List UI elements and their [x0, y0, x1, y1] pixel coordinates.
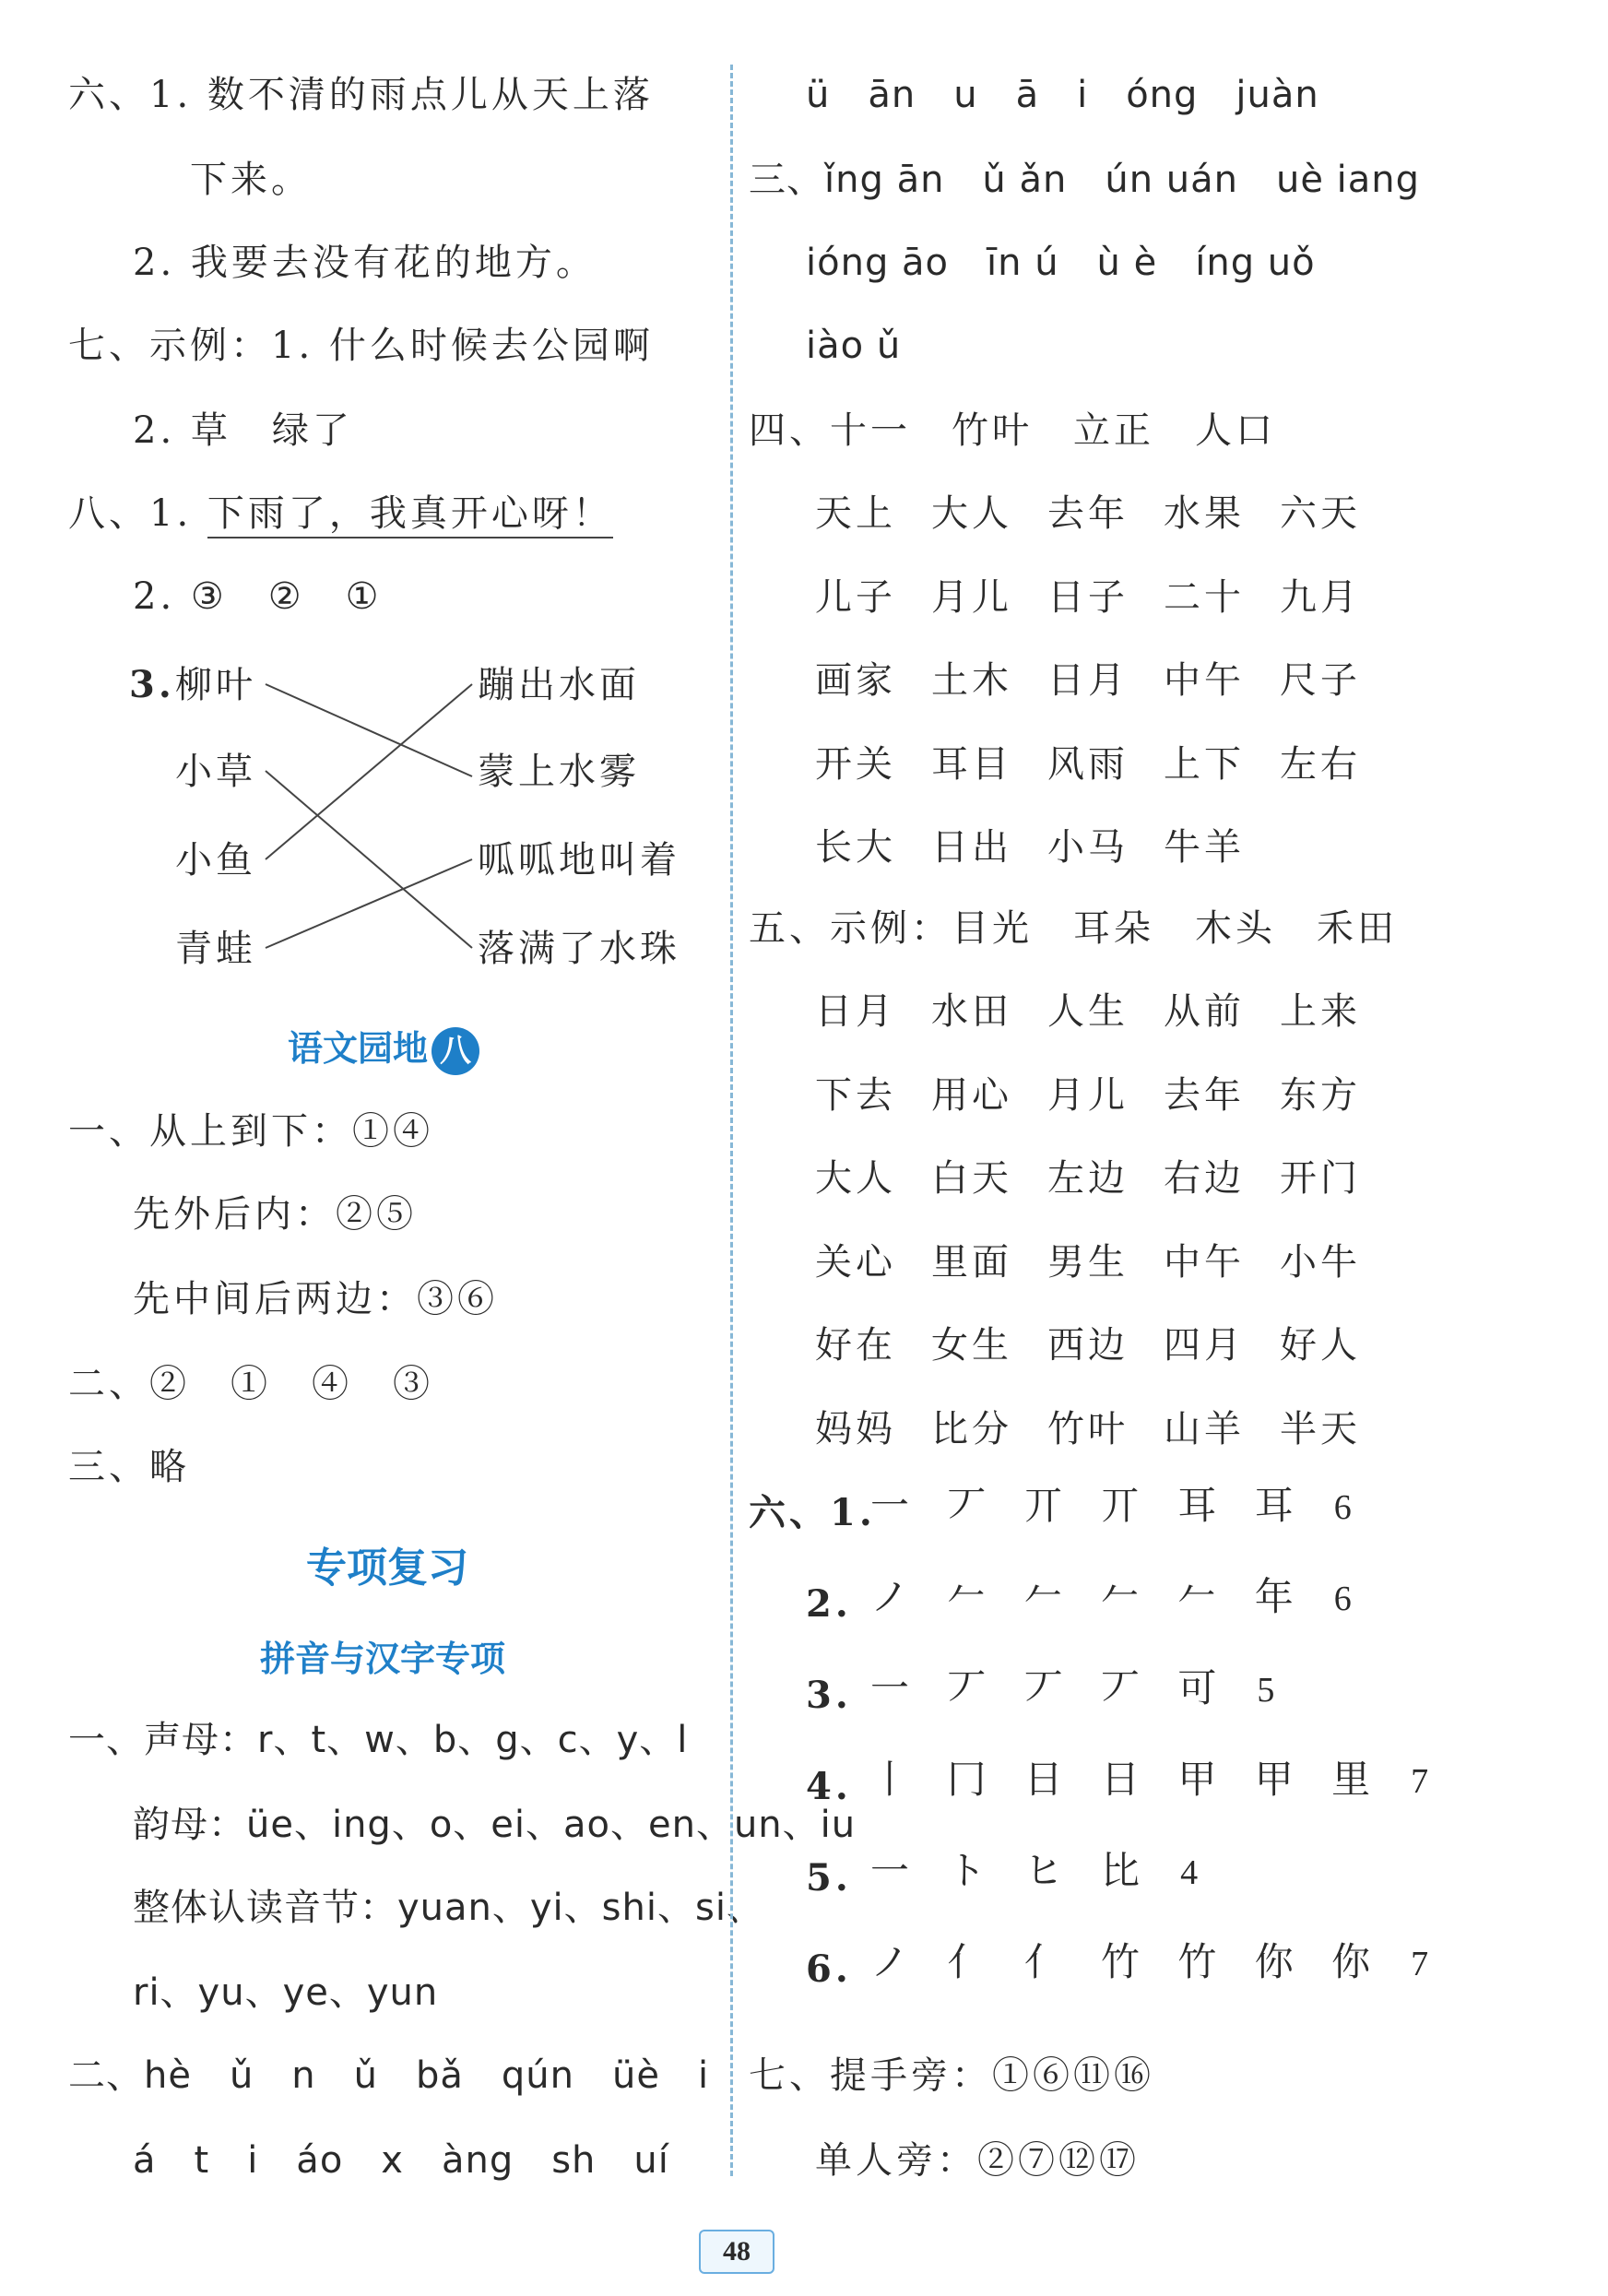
word-cell: 水田 — [931, 990, 1012, 1033]
stroke-sequence: 一 丆 丌 丌 耳 耳 6 — [870, 1483, 1365, 1528]
word-cell: 关心 — [815, 1240, 896, 1284]
pinyin-1c-text: 整体认读音节：yuan、yi、shi、si、 — [133, 1887, 764, 1929]
match-left-4: 青蛙 — [175, 928, 256, 970]
word-cell: 风雨 — [1047, 742, 1129, 786]
match-line-3 — [266, 684, 472, 859]
stroke-count: 5 — [1257, 1671, 1288, 1710]
word-cell: 上来 — [1280, 990, 1361, 1033]
word-cell: 小牛 — [1280, 1240, 1361, 1284]
word-cell: 六天 — [1280, 492, 1361, 535]
answer-7-2: 2. 草 绿了 — [133, 409, 353, 452]
word-cell: 开门 — [1280, 1157, 1361, 1200]
stroke-sequence: 丨 冂 日 日 甲 甲 里 7 — [870, 1757, 1442, 1802]
answer-6-2: 2. 我要去没有花的地方。 — [133, 242, 597, 284]
word-cell: 白天 — [931, 1157, 1012, 1200]
word-cell: 好人 — [1280, 1324, 1361, 1367]
word-cell: 人生 — [1047, 990, 1129, 1033]
pinyin-3c — [806, 323, 901, 369]
word-cell: 开关 — [815, 742, 896, 786]
word-cell: 大人 — [931, 492, 1012, 535]
pinyin-3b-text: ióng āo īn ú ù è íng uǒ — [806, 242, 1316, 284]
pinyin-1c — [133, 1885, 764, 1931]
word-cell: 去年 — [1047, 492, 1129, 535]
word-cell: 左右 — [1280, 742, 1361, 786]
word-cell: 耳目 — [931, 742, 1012, 786]
words-5-head: 五、示例：目光 耳朵 木头 禾田 — [749, 907, 1398, 950]
pinyin-2b — [133, 2137, 669, 2184]
review-subtitle: 拼音与汉字专项 — [260, 1639, 506, 1679]
word-cell: 妈妈 — [815, 1407, 896, 1450]
word-cell: 比分 — [931, 1407, 1012, 1450]
word-cell: 上下 — [1164, 742, 1245, 786]
match-left-1: 柳叶 — [175, 664, 256, 706]
garden-2: 二、② ① ④ ③ — [68, 1363, 433, 1405]
word-cell: 土木 — [931, 659, 1012, 702]
stroke-count: 7 — [1411, 1945, 1442, 1983]
word-cell: 左边 — [1047, 1157, 1129, 1200]
pinyin-1a-text: 一、声母：r、t、w、b、g、c、y、l — [68, 1719, 689, 1761]
answer-8-prefix: 八、1. — [68, 492, 207, 535]
word-cell: 竹叶 — [1047, 1407, 1129, 1450]
match-right-2: 蒙上水雾 — [478, 751, 640, 793]
word-cell: 月儿 — [1047, 1073, 1129, 1117]
garden-3: 三、略 — [68, 1446, 190, 1488]
answer-8-2: 2. ③ ② ① — [133, 575, 383, 618]
stroke-sequence: ノ 𠂉 𠂉 𠂉 𠂉 年 6 — [870, 1574, 1365, 1619]
pinyin-2-continued — [806, 72, 1319, 118]
word-cell: 用心 — [931, 1073, 1012, 1117]
garden-1b: 先外后内：②⑤ — [133, 1193, 417, 1236]
answer-8-3-num: 3. — [129, 663, 175, 706]
word-cell: 水果 — [1164, 492, 1245, 535]
word-cell: 月儿 — [931, 575, 1012, 619]
words-4-head: 四、十一 竹叶 立正 人口 — [749, 409, 1276, 452]
page-number: 48 — [699, 2230, 774, 2274]
garden-heading — [288, 1020, 479, 1075]
word-cell: 日月 — [1047, 659, 1129, 702]
match-right-3: 呱呱地叫着 — [478, 839, 680, 882]
matching-lines — [0, 0, 738, 1014]
pinyin-2b-text: á t i áo x àng sh uí — [133, 2139, 669, 2182]
stroke-count: 7 — [1411, 1762, 1442, 1801]
word-cell: 东方 — [1280, 1073, 1361, 1117]
word-cell: 日月 — [815, 990, 896, 1033]
stroke-sequence: ノ 亻 亻 竹 竹 你 你 7 — [870, 1939, 1442, 1984]
answer-6-1a: 六、1. 数不清的雨点儿从天上落 — [68, 74, 654, 116]
stroke-sequence: 一 ト ヒ 比 4 — [870, 1848, 1212, 1893]
column-divider — [730, 65, 733, 2176]
review-title: 专项复习 — [306, 1544, 468, 1592]
word-cell: 四月 — [1164, 1324, 1245, 1367]
stroke-item-label: 2. — [806, 1582, 852, 1626]
radical-7a: 七、提手旁：①⑥⑪⑯ — [749, 2054, 1154, 2097]
match-left-3: 小鱼 — [175, 839, 256, 882]
stroke-item-label: 3. — [806, 1674, 852, 1717]
pinyin-1b — [133, 1802, 856, 1848]
stroke-item-label: 六、1. — [749, 1491, 876, 1534]
match-left-2: 小草 — [175, 751, 256, 793]
garden-1a: 一、从上到下：①④ — [68, 1110, 433, 1153]
pinyin-1a — [68, 1717, 688, 1763]
stroke-count: 6 — [1333, 1488, 1365, 1527]
answer-6-1b: 下来。 — [190, 159, 312, 201]
word-cell: 大人 — [815, 1157, 896, 1200]
word-cell: 小马 — [1047, 826, 1129, 869]
word-cell: 去年 — [1164, 1073, 1245, 1117]
pinyin-2a — [68, 2053, 709, 2099]
pinyin-3a-text: 三、ǐng ān ǔ ǎn ún uán uè iang — [749, 159, 1421, 201]
garden-title: 语文园地 — [288, 1028, 429, 1069]
word-cell: 西边 — [1047, 1324, 1129, 1367]
match-line-4 — [266, 859, 472, 948]
match-line-1 — [266, 684, 472, 776]
word-cell: 里面 — [931, 1240, 1012, 1284]
match-right-1: 蹦出水面 — [478, 664, 640, 706]
word-cell: 中午 — [1164, 659, 1245, 702]
garden-badge: 八 — [432, 1027, 479, 1075]
pinyin-1d — [133, 1970, 438, 2016]
match-line-2 — [266, 771, 472, 948]
stroke-item-label: 6. — [806, 1947, 852, 1991]
word-cell: 儿子 — [815, 575, 896, 619]
stroke-sequence: 一 丆 丆 丆 可 5 — [870, 1665, 1288, 1710]
answer-8-1-sentence: 下雨了，我真开心呀！ — [207, 492, 613, 538]
pinyin-1d-text: ri、yu、ye、yun — [133, 1971, 439, 2014]
word-cell: 男生 — [1047, 1240, 1129, 1284]
word-cell: 女生 — [931, 1324, 1012, 1367]
word-cell: 尺子 — [1280, 659, 1361, 702]
answer-7-1: 七、示例：1. 什么时候去公园啊 — [68, 325, 654, 367]
stroke-item-label: 4. — [806, 1765, 852, 1808]
pinyin-1b-text: 韵母：üe、ing、o、ei、ao、en、un、iu — [133, 1804, 857, 1846]
stroke-count: 6 — [1333, 1580, 1365, 1618]
word-cell: 日子 — [1047, 575, 1129, 619]
pinyin-3a — [749, 157, 1420, 203]
word-cell: 天上 — [815, 492, 896, 535]
radical-7b: 单人旁：②⑦⑫⑰ — [815, 2139, 1140, 2182]
word-cell: 日出 — [931, 826, 1012, 869]
word-cell: 半天 — [1280, 1407, 1361, 1450]
pinyin-2-continued-text: ü ān u ā i óng juàn — [806, 74, 1319, 116]
pinyin-2a-text: 二、hè ǔ n ǔ bǎ qún üè i — [68, 2054, 710, 2097]
word-cell: 二十 — [1164, 575, 1245, 619]
word-cell: 画家 — [815, 659, 896, 702]
word-cell: 好在 — [815, 1324, 896, 1367]
garden-1c: 先中间后两边：③⑥ — [133, 1278, 498, 1320]
word-cell: 中午 — [1164, 1240, 1245, 1284]
word-cell: 山羊 — [1164, 1407, 1245, 1450]
stroke-item-label: 5. — [806, 1856, 852, 1900]
word-cell: 右边 — [1164, 1157, 1245, 1200]
match-right-4: 落满了水珠 — [478, 928, 680, 970]
stroke-count: 4 — [1180, 1853, 1212, 1892]
word-cell: 长大 — [815, 826, 896, 869]
pinyin-3c-text: iào ǔ — [806, 325, 902, 367]
word-cell: 下去 — [815, 1073, 896, 1117]
word-cell: 九月 — [1280, 575, 1361, 619]
word-cell: 从前 — [1164, 990, 1245, 1033]
pinyin-3b — [806, 240, 1316, 286]
word-cell: 牛羊 — [1164, 826, 1245, 869]
